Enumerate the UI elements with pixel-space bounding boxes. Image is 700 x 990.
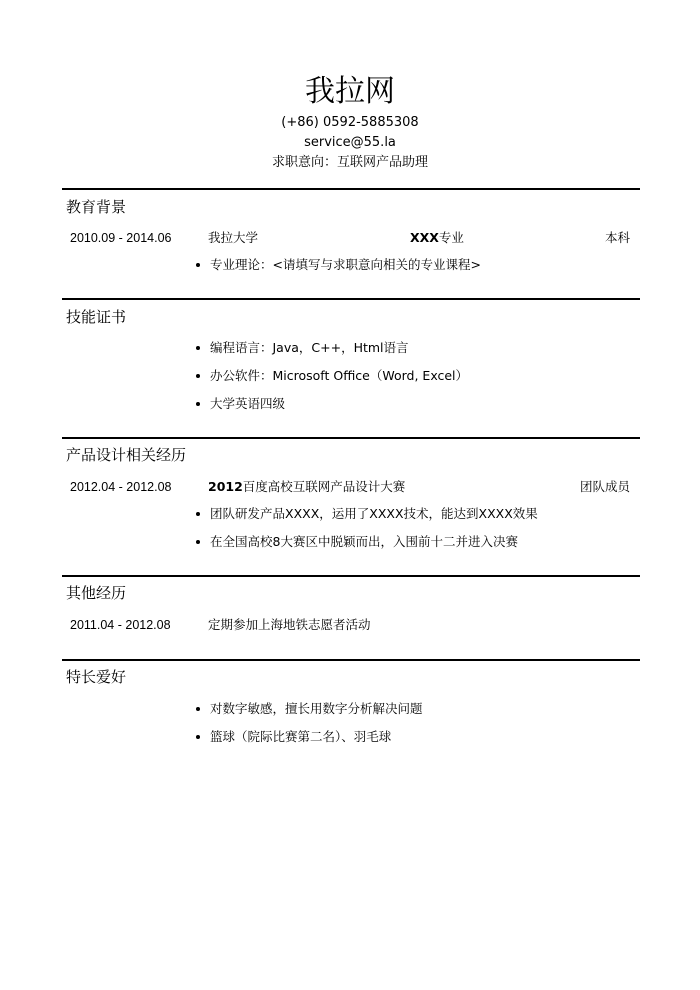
education-degree: 本科 bbox=[604, 230, 630, 245]
bullet-icon bbox=[196, 374, 200, 378]
bullet-icon bbox=[196, 346, 200, 350]
section-title-other: 其他经历 bbox=[66, 584, 127, 602]
skills-bullet bbox=[196, 339, 409, 357]
education-major bbox=[410, 229, 464, 247]
email-address: service@55.la bbox=[304, 135, 396, 150]
hobbies-bullet-text: 篮球（院际比赛第二名）、羽毛球 bbox=[210, 729, 392, 744]
job-objective: 求职意向：互联网产品助理 bbox=[271, 155, 428, 170]
section-divider-product bbox=[62, 437, 640, 439]
education-date: 2010.09 - 2014.06 bbox=[70, 231, 172, 245]
education-bullet bbox=[196, 256, 481, 274]
section-title-hobbies: 特长爱好 bbox=[66, 668, 127, 686]
skills-bullet-text: 办公软件：Microsoft Office（Word, Excel） bbox=[210, 368, 469, 383]
product-event bbox=[208, 478, 405, 496]
section-title-product: 产品设计相关经历 bbox=[66, 446, 187, 464]
other-activity: 定期参加上海地铁志愿者活动 bbox=[208, 617, 371, 632]
other-date: 2011.04 - 2012.08 bbox=[70, 618, 171, 632]
skills-bullet bbox=[196, 395, 285, 413]
bullet-icon bbox=[196, 540, 200, 544]
skills-bullet-text: 大学英语四级 bbox=[210, 396, 286, 411]
bullet-icon bbox=[196, 735, 200, 739]
product-date: 2012.04 - 2012.08 bbox=[70, 480, 172, 494]
section-divider-hobbies bbox=[62, 659, 640, 661]
section-divider-education bbox=[62, 188, 640, 190]
hobbies-bullet bbox=[196, 700, 423, 718]
section-title-education: 教育背景 bbox=[66, 198, 127, 216]
product-bullet-text: 团队研发产品XXXX，运用了XXXX技术，能达到XXXX效果 bbox=[210, 506, 538, 521]
phone-number: (+86) 0592-5885308 bbox=[281, 115, 419, 130]
product-bullet bbox=[196, 533, 518, 551]
education-major-suffix: 专业 bbox=[438, 230, 464, 245]
product-role: 团队成员 bbox=[579, 479, 630, 494]
bullet-icon bbox=[196, 707, 200, 711]
bullet-icon bbox=[196, 402, 200, 406]
education-bullet-text: 专业理论：<请填写与求职意向相关的专业课程> bbox=[210, 257, 481, 272]
hobbies-bullet bbox=[196, 728, 391, 746]
education-major-code: XXX bbox=[410, 230, 439, 245]
education-school: 我拉大学 bbox=[208, 230, 259, 245]
hobbies-bullet-text: 对数字敏感，擅长用数字分析解决问题 bbox=[210, 701, 423, 716]
section-divider-other bbox=[62, 575, 640, 577]
bullet-icon bbox=[196, 263, 200, 267]
section-title-skills: 技能证书 bbox=[66, 308, 127, 326]
skills-bullet bbox=[196, 367, 468, 385]
section-divider-skills bbox=[62, 298, 640, 300]
product-bullet-text: 在全国高校8大赛区中脱颖而出，入围前十二并进入决赛 bbox=[210, 534, 518, 549]
product-event-name: 百度高校互联网产品设计大赛 bbox=[242, 479, 406, 494]
bullet-icon bbox=[196, 512, 200, 516]
product-event-year: 2012 bbox=[208, 479, 243, 494]
product-bullet bbox=[196, 505, 538, 523]
skills-bullet-text: 编程语言：Java，C++，Html语言 bbox=[210, 340, 409, 355]
resume-name: 我拉网 bbox=[305, 74, 395, 109]
